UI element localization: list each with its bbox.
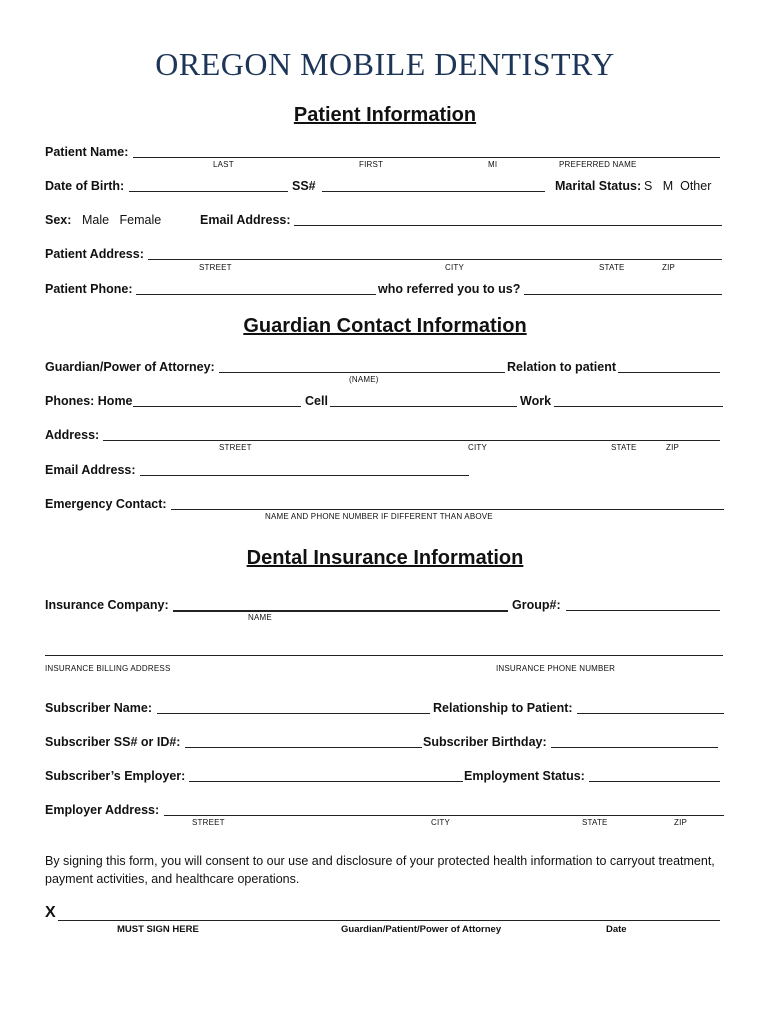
insurance-company-label: Insurance Company:: [45, 598, 169, 612]
subscriber-employer-field[interactable]: [189, 781, 463, 782]
form-title: OREGON MOBILE DENTISTRY: [155, 46, 615, 82]
marital-status-label: Marital Status:: [555, 179, 642, 193]
group-field[interactable]: [566, 610, 720, 611]
must-sign-caption: MUST SIGN HERE: [117, 924, 199, 935]
signer-caption: Guardian/Patient/Power of Attorney: [341, 924, 502, 935]
sex-label: Sex:: [45, 213, 72, 227]
caption-zip: ZIP: [666, 443, 680, 452]
caption-emergency: NAME AND PHONE NUMBER IF DIFFERENT THAN ABOVE: [265, 512, 493, 521]
caption-state: STATE: [599, 263, 625, 272]
caption-zip: ZIP: [662, 263, 676, 272]
dob-field[interactable]: [129, 191, 288, 192]
guardian-address-label: Address:: [45, 428, 100, 442]
date-caption: Date: [606, 924, 627, 935]
referred-label: who referred you to us?: [378, 282, 521, 296]
employer-address-label: Employer Address:: [45, 803, 160, 817]
caption-insurance-phone: INSURANCE PHONE NUMBER: [496, 664, 616, 673]
subscriber-name-field[interactable]: [157, 713, 430, 714]
patient-email-label: Email Address:: [200, 213, 291, 227]
section-heading-patient: Patient Information: [293, 104, 477, 126]
employment-status-label: Employment Status:: [464, 769, 585, 783]
home-phone-field[interactable]: [133, 406, 301, 407]
ss-field[interactable]: [322, 191, 545, 192]
patient-phone-label: Patient Phone:: [45, 282, 133, 296]
guardian-email-label: Email Address:: [45, 463, 136, 477]
ss-label: SS#: [292, 179, 316, 193]
billing-address-field[interactable]: [45, 655, 723, 656]
caption-city: CITY: [445, 263, 465, 272]
caption-name: (NAME): [349, 375, 379, 384]
relationship-field[interactable]: [577, 713, 724, 714]
caption-city: CITY: [468, 443, 488, 452]
relation-field[interactable]: [618, 372, 720, 373]
caption-mi: MI: [488, 160, 498, 169]
emergency-contact-label: Emergency Contact:: [45, 497, 167, 511]
caption-billing-address: INSURANCE BILLING ADDRESS: [45, 664, 171, 673]
caption-first: FIRST: [359, 160, 384, 169]
sex-options[interactable]: Male Female: [82, 213, 162, 227]
phones-home-label: Phones: Home: [45, 394, 133, 408]
patient-phone-field[interactable]: [136, 294, 376, 295]
marital-status-options[interactable]: S M Other: [644, 179, 712, 193]
section-heading-insurance: Dental Insurance Information: [246, 547, 524, 569]
signature-x-mark: X: [45, 904, 56, 921]
cell-phone-field[interactable]: [330, 406, 517, 407]
emergency-contact-field[interactable]: [171, 509, 724, 510]
caption-street: STREET: [219, 443, 252, 452]
caption-street: STREET: [192, 818, 225, 827]
subscriber-name-label: Subscriber Name:: [45, 701, 152, 715]
patient-email-field[interactable]: [294, 225, 722, 226]
referred-field[interactable]: [524, 294, 722, 295]
signature-field[interactable]: [58, 920, 720, 921]
relationship-label: Relationship to Patient:: [433, 701, 573, 715]
subscriber-ss-label: Subscriber SS# or ID#:: [45, 735, 181, 749]
dob-label: Date of Birth:: [45, 179, 125, 193]
group-label: Group#:: [512, 598, 561, 612]
relation-label: Relation to patient: [507, 360, 617, 374]
employment-status-field[interactable]: [589, 781, 720, 782]
work-phone-field[interactable]: [554, 406, 723, 407]
work-label: Work: [520, 394, 552, 408]
caption-name: NAME: [248, 613, 272, 622]
consent-text: By signing this form, you will consent to our use and disclosure of your protected health information to carryout treatment, payment activities, and healthcare operations.: [45, 854, 715, 886]
caption-state: STATE: [582, 818, 608, 827]
caption-zip: ZIP: [674, 818, 688, 827]
cell-label: Cell: [305, 394, 328, 408]
poa-label: Guardian/Power of Attorney:: [45, 360, 215, 374]
section-heading-guardian: Guardian Contact Information: [243, 315, 527, 337]
insurance-company-field[interactable]: [173, 610, 508, 612]
subscriber-birthday-field[interactable]: [551, 747, 718, 748]
subscriber-birthday-label: Subscriber Birthday:: [423, 735, 547, 749]
patient-address-label: Patient Address:: [45, 247, 144, 261]
caption-last: LAST: [213, 160, 234, 169]
guardian-email-field[interactable]: [140, 475, 469, 476]
patient-address-field[interactable]: [148, 259, 722, 260]
employer-address-field[interactable]: [164, 815, 724, 816]
caption-city: CITY: [431, 818, 451, 827]
caption-preferred-name: PREFERRED NAME: [559, 160, 637, 169]
guardian-address-field[interactable]: [103, 440, 720, 441]
subscriber-ss-field[interactable]: [185, 747, 422, 748]
caption-state: STATE: [611, 443, 637, 452]
caption-street: STREET: [199, 263, 232, 272]
patient-name-field[interactable]: [133, 157, 720, 158]
poa-field[interactable]: [219, 372, 505, 373]
patient-name-label: Patient Name:: [45, 145, 129, 159]
subscriber-employer-label: Subscriber’s Employer:: [45, 769, 186, 783]
